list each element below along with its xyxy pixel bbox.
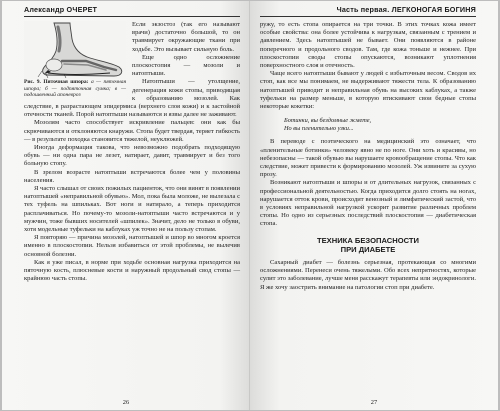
foot-illustration xyxy=(24,21,126,79)
paragraph: Натоптыши — утолщение, дегенерация кожи стопы, приводящая к образованию мозолей. Как следствие, в разрастающем эпидермиса (верхнего слоя кожи) и к застойной отечности тканей. Порой натоптыши называются и язвы далее не заживают. xyxy=(24,78,240,119)
page-number-left: 26 xyxy=(122,399,130,406)
right-page-text xyxy=(260,21,476,292)
left-page-text xyxy=(24,21,240,284)
section-title-line: ПРИ ДИАБЕТЕ xyxy=(340,244,396,254)
paragraph: Как я уже писал, в норме при ходьбе основная нагрузка приходится на пяточную кость, плюсневые кости и наружный продольный свод стопы — крайнюю часть стопы. xyxy=(24,258,240,283)
figure-caption xyxy=(24,79,126,99)
paragraph: В зрелом возрасте натоптыши встречаются более чем у половины населения. xyxy=(24,168,240,184)
book-spread xyxy=(2,1,498,410)
right-paragraphs-after-title xyxy=(260,259,476,292)
right-paragraphs-before-poem xyxy=(260,21,476,111)
paragraph: Мозолям часто способствует искривление пальцев: они как бы скрючиваются и отклоняются кнаружи. Стопа будет твердая, теряет гибкость — в результате походка становится тяжелой, неуклюжей. xyxy=(24,119,240,143)
paragraph: Если экзостоз (так его называют врачи) достаточно большой, то он травмирует окружающие ткани при ходьбе. Это вызывает сильную боль. xyxy=(132,21,240,53)
right-paragraphs-after-poem xyxy=(260,138,476,228)
paragraph: Я часто слышал от своих пожилых пациенток, что они винят в появлении натоптышей «неправильной обувью». Мол, пока была моложе, не вылезала с тех туфель на шпильках. Вот ноги и натирало, а теперь приходится расплачиваться. Но почему-то мозоли-натоптыши часто встречаются и у мужчин, тоже бывших носителей «шпилек». Значит, дело не только в обуви, хотя модельные туфельки на каблуках уж точно не на пользу стопам. xyxy=(24,185,240,234)
poem-line: Но вы пленительно узки... xyxy=(284,124,354,132)
paragraph: Я повторяю — причина мозолей, натоптышей и шпор во многом кроется именно в плоскостопии. Нельзя избавиться от этой проблемы, не вылечив основной болезни. xyxy=(24,234,240,258)
paragraph: Возникают натоптыши и шпоры и от длительных нагрузок, связанных с профессиональной деятельностью. Когда приходится долго стоять на ногах, нарушается отток крови, происходит венозный и лимфатический застой, что в условиях неправильной нагрузкой ускорит развитие различных проблем стопы. Но одно из серьезных последствий плоскостопия — диабетическая стопа. xyxy=(260,179,476,228)
section-title xyxy=(260,236,476,254)
running-head-author: Александр ОЧЕРЕТ xyxy=(24,5,240,17)
page-number-right: 27 xyxy=(370,399,378,406)
section-title-line: ТЕХНИКА БЕЗОПАСНОСТИ xyxy=(316,235,420,245)
figure-caption-text: а — пяточная шпора; б — подпяточная сумка; в — подошвенный апоневроз xyxy=(24,79,127,99)
heel-spur-figure xyxy=(24,21,126,99)
paragraph: ружу, то есть стопа опирается на три точки. В этих точках кожа имеет особые свойства: она более устойчива к нагрузкам, связанным с трением и давлением. Здесь натоптышей не бывает. Они появляются в районе поперечного и продольного сводов. Там, где кожа тоньше и нежнее. При плоскостопии своды стопы опускаются, возникают уплотнения поверхностного слоя и отечность. xyxy=(260,21,476,70)
poem-line: Ботинки, вы бездомные жмете, xyxy=(284,117,372,125)
running-head-part: Часть первая. ЛЕГКОНОГАЯ БОГИНЯ xyxy=(260,5,476,17)
right-page xyxy=(250,1,498,410)
paragraph: В переводе с поэтического на медицинский это означает, что «пленительные ботинки» человеку явно не по ноге. Они хоть и красивы, но небезопасны — такой обувью вы нарушаете кровообращение стопы. Что как следствие, может привести к формированию мозолей. Уж извините за сухую прозу. xyxy=(260,138,476,179)
figure-caption-title: Рис. 9. Пяточная шпора: xyxy=(24,79,89,85)
left-page xyxy=(2,1,250,410)
paragraph: Сахарный диабет — болезнь серьезная, протекающая со многими осложнениями. Перенеси очень тяжелыми. Обо всех непрятностях, которые сулит это заболевание, лучше меня расскажут терапевты или эндокринологи. Я же хочу заострить внимание на патологии стоп при диабете. xyxy=(260,259,476,291)
paragraph: Иногда деформация такова, что невозможно подобрать подходящую обувь — ни одна пара не лезет, натирает, давит, травмирует и без того больную стопу. xyxy=(24,144,240,168)
paragraph: Еще одно осложнение плоскостопия — мозоли и натоптыши. xyxy=(132,53,240,78)
paragraph: Чаще всего натоптыши бывают у людей с избыточным весом. Сводов их стоп, как все мы понимаем, не выдерживают тяжести тела. К образованию натоптышей приводит и неправильная обувь на высоких каблуках, а также туфельки на размер меньше, в которую втискивают свои бедные стопы некоторые кокетки: xyxy=(260,70,476,111)
poem-quote xyxy=(284,117,476,132)
